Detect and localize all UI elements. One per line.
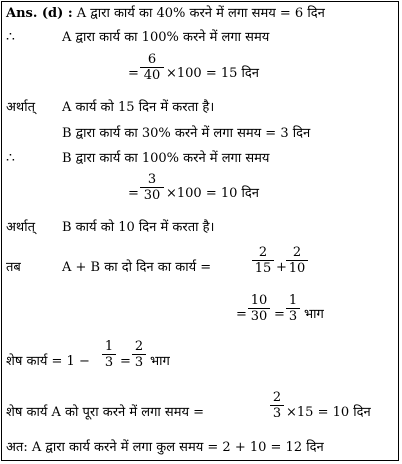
line-2-text: A द्वारा कार्य का 100% करने में लगा समय [62, 30, 270, 45]
fraction-6-40 [140, 52, 164, 83]
fraction-numerator: 1 [104, 339, 114, 354]
fraction-denominator: 15 [254, 261, 272, 276]
fraction-2-10 [286, 245, 308, 276]
fraction-10-30 [248, 293, 270, 324]
line-11-equals: = [120, 354, 131, 369]
line-10-equals: = [236, 307, 247, 322]
line-7-equals: = [128, 186, 139, 201]
fraction-denominator: 10 [288, 261, 306, 276]
line-8-lead: अर्थात् [6, 220, 36, 235]
line-4-text: A कार्य को 15 दिन में करता है। [62, 100, 215, 115]
fraction-numerator: 2 [272, 390, 282, 405]
line-6-text: B द्वारा कार्य का 100% करने में लगा समय [62, 151, 270, 166]
line-3-result: ×100 = 15 दिन [166, 66, 260, 81]
fraction-denominator: 30 [143, 188, 161, 203]
line-10-unit: भाग [304, 307, 324, 322]
fraction-1-3 [286, 293, 300, 324]
plus-sign: + [276, 260, 287, 275]
therefore-symbol-2: ∴ [6, 150, 15, 166]
line-12-result: ×15 = 10 दिन [286, 405, 371, 420]
fraction-2-3-b [270, 390, 284, 421]
therefore-symbol: ∴ [6, 29, 15, 45]
fraction-denominator: 3 [272, 406, 282, 421]
answer-box [1, 1, 399, 461]
fraction-numerator: 1 [288, 293, 298, 308]
fraction-numerator: 10 [250, 293, 268, 308]
fraction-2-3 [132, 339, 146, 370]
fraction-numerator: 2 [134, 339, 144, 354]
line-10-equals-2: = [274, 307, 285, 322]
line-13-text: अत: A द्वारा कार्य करने में लगा कुल समय = 2 + 10 = 12 दिन [6, 440, 324, 455]
fraction-denominator: 3 [288, 309, 298, 324]
fraction-numerator: 6 [147, 52, 157, 67]
fraction-denominator: 3 [104, 355, 114, 370]
line-9-lead: तब [6, 260, 21, 275]
answer-line-1 [6, 6, 325, 22]
fraction-numerator: 2 [292, 245, 302, 260]
line-4 [6, 100, 35, 116]
line-12-text: शेष कार्य A को पूरा करने में लगा समय = [6, 405, 205, 420]
answer-label: Ans. (d) : [6, 6, 73, 21]
fraction-numerator: 2 [258, 245, 268, 260]
line-11-unit: भाग [150, 354, 170, 369]
line-3-equals: = [128, 66, 139, 81]
line-9-text: A + B का दो दिन का कार्य = [62, 260, 212, 275]
line-1-text: A द्वारा कार्य का 40% करने में लगा समय = 6 दिन [76, 6, 325, 21]
line-11-text: शेष कार्य = 1 − [6, 354, 90, 369]
line-5-text: B द्वारा कार्य का 30% करने में लगा समय = 3 दिन [62, 126, 311, 141]
fraction-2-15 [252, 245, 274, 276]
fraction-denominator: 40 [143, 68, 161, 83]
fraction-1-3-b [102, 339, 116, 370]
fraction-denominator: 3 [134, 355, 144, 370]
fraction-3-30 [140, 172, 164, 203]
line-8-text: B कार्य को 10 दिन में करता है। [62, 220, 215, 235]
line-4-lead: अर्थात् [6, 100, 36, 115]
fraction-numerator: 3 [147, 172, 157, 187]
line-7-result: ×100 = 10 दिन [166, 186, 260, 201]
fraction-denominator: 30 [250, 309, 268, 324]
